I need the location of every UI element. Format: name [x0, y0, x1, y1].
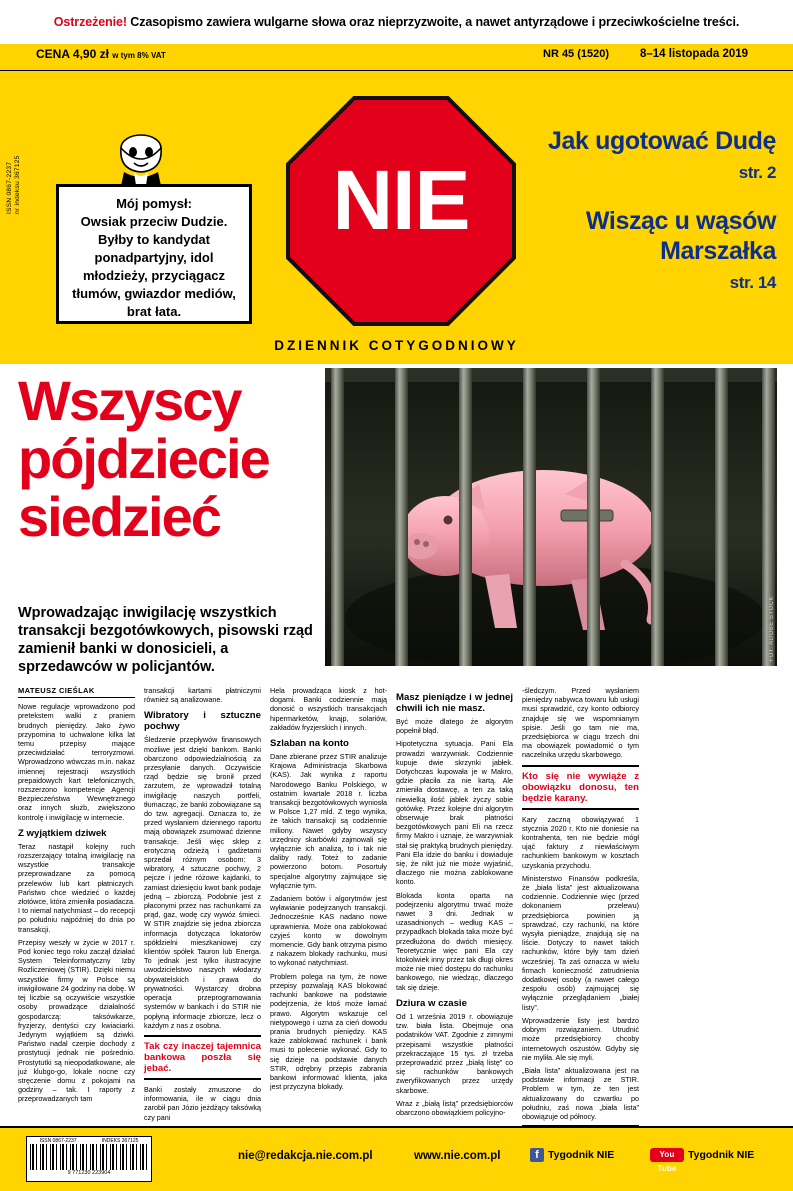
- barcode-digits: 9 771230 223904: [67, 1170, 111, 1176]
- paragraph: transakcji kartami płatniczymi również są analizowane.: [144, 686, 261, 705]
- teaser-1-headline: Jak ugotować Dudę: [548, 127, 776, 155]
- facebook-label: Tygodnik NIE: [548, 1149, 615, 1161]
- teaser-list: [540, 126, 776, 298]
- barcode-labels: [27, 1138, 151, 1144]
- paragraph: Wprowadzenie listy jest bardzo dobrym rozwiązaniem. Utrudnić może przedsiębiorcy chcoby internetowych oszustów. Gdyby się nie myliła. Ale się myli.: [522, 1015, 639, 1062]
- paragraph: Być może dlatego że algorytm popełnił błąd.: [396, 717, 513, 736]
- footer-website[interactable]: www.nie.com.pl: [414, 1150, 501, 1162]
- pull-quote: Tak czy inaczej tajemnica bankowa poszła się jebać.: [144, 1035, 261, 1080]
- teaser-2-page: str. 14: [729, 273, 776, 292]
- paragraph: „Biała lista” aktualizowana jest na podstawie informacji ze STIR. Problem w tym, że ten jest aktualizowany do czwartku po południu, zaś nowa „biała lista” obowiązuje od północy.: [522, 1065, 639, 1121]
- paragraph: Banki zostały zmuszone do informowania, ile w ciągu dnia zarobił pan Józio jeżdżący taksówką czy pani: [144, 1084, 261, 1122]
- hero-headline: Wszyscy pójdziecie siedzieć: [18, 369, 269, 548]
- teaser-item-2[interactable]: [540, 206, 776, 298]
- footer-youtube[interactable]: [650, 1148, 755, 1173]
- side-issn-text: ISSN 0867-2237: [6, 161, 13, 214]
- paragraph: Kary zaczną obowiązywać 1 stycznia 2020 r. Kto nie doniesie na kontrahenta, ten nie będzie mógł ująć faktury z niewłaściwym rachunkiem bankowym w kosztach uzyskania przychodu.: [522, 814, 639, 870]
- warning-prefix: Ostrzeżenie!: [53, 15, 127, 29]
- masthead: [0, 44, 793, 367]
- subhead: Wibratory i sztuczne pochwy: [144, 710, 261, 733]
- footer-bar: [0, 1126, 793, 1191]
- subhead: Z wyjątkiem dziwek: [18, 827, 107, 839]
- paragraph: Nowe regulacje wprowadzono pod pretekstem walki z praniem brudnych pieniędzy. Jako żywo przypomina to uchwalone kilka lat temu przepisy mające przeciwdziałać terroryzmowi. Wprowadzono wówczas m.in. nakaz imiennej rejestracji wszystkich prepaidowych kart telefonicznych, rozszerzono kompetencje Agencji Bezpieczeństwa Wewnętrznego oraz innych służb, zwiększono kontrolę i inwigilację w internecie.: [18, 702, 135, 822]
- paragraph: Dane zbierane przez STIR analizuje Krajowa Administracja Skarbowa (KAS). Jak wynika z raportu Narodowego Banku Polskiego, w ostatnim kwartale 2018 r. liczba transakcji bezgotówkowych wyniosła w Polsce 1,27 mld. Z tego wynika, że takich transakcji są codziennie miliony. Nawet gdyby wszyscy urzędnicy skarbówki zajmowali się wyłącznie ich analizą, to i tak nie daliby rady. Toteż to zadanie powierzono botom. Posortuły specjalne algorytmy zajmujące się wyłącznie tym.: [270, 752, 387, 890]
- logo-stop-sign: [286, 96, 516, 328]
- barcode-issn: ISSN 0867-2237: [39, 1138, 77, 1144]
- hero-section: [0, 364, 793, 680]
- price-vat: w tym 8% VAT: [112, 51, 166, 60]
- paragraph: Zadaniem botów i algorytmów jest wyławianie podejrzanych transakcji. Jednocześnie KAS nadano nowe uprawnienia. Może ona zablokować czyjeś konto w dowolnym momencie. Gdy bank otrzyma pismo z nakazem blokady rachunku, musi to wykonać natychmiast.: [270, 894, 387, 968]
- facebook-icon: f: [530, 1148, 544, 1162]
- paragraph: Hela prowadząca kiosk z hot-dogami. Banki codziennie mają donosić o wszystkich transakcjach hipermarketów, knajp, solariów, zakładów fryzjerskich i innych.: [270, 686, 387, 732]
- barcode-index: INDEKS 367125: [101, 1138, 139, 1144]
- quote-body: Owsiak przeciw Dudzie. Byłby to kandydat ponadpartyjny, idol młodzieży, przyciągacz tłumów, gwiazdor mediów, brat łata.: [72, 214, 236, 319]
- barcode-bars: [30, 1144, 148, 1170]
- warning-body: Czasopismo zawiera wulgarne słowa oraz nieprzyzwoite, a nawet antyrządowe i przeciwkościelne treści.: [126, 15, 740, 29]
- paragraph: Przepisy weszły w życie w 2017 r. Pod koniec tego roku zaczął działać System Teleinformatyczny Izby Rozliczeniowej (STIR). Dzięki niemu wszystkie firmy w Polsce są inwigilowane 24 godziny na dobę. W tej liczbie są oczywiście wszystkie osoby prowadzące działalność gospodarczą: taksówkarze, fryzjerzy, dentyści czy kwiaciarki. Jedynym wyjątkiem są dziwki. Państwo nadal czerpie dochody z prostytucji jednak nie pośrednio. Prostytutki są nieopodatkowane, ale już klubgo-go, lokale nocne czy stręczenie domu z pokojami na godziny – tak. I raporty z przeprowadzanych tam: [18, 937, 135, 1104]
- article-column-5: [522, 686, 639, 1126]
- byline: MATEUSZ CIEŚLAK: [18, 686, 135, 698]
- footer-email[interactable]: nie@redakcja.nie.com.pl: [238, 1150, 373, 1162]
- article-column-3: [270, 686, 387, 1126]
- tagline: DZIENNIK COTYGODNIOWY: [274, 338, 519, 353]
- warning-banner: [0, 0, 793, 46]
- paragraph: Od 1 września 2019 r. obowiązuje tzw. biała lista. Obejmuje ona podatników VAT. Zgodnie z zimnymi przepisami wszystkie płatności przekraczające 15 tys. zł trzeba przeprowadzić przez „białą listę” co się rachunków bankowych zweryfikowanych przez urzędy skarbowe.: [396, 1011, 513, 1095]
- editor-quote-box: [56, 184, 252, 324]
- photo-credit: FOT. ADOBE STOCK: [769, 596, 775, 662]
- paragraph: Ministerstwo Finansów podkreśla, że „biała lista” jest aktualizowana codziennie. Codziennie więc (przed dokonaniem przelewu) przedsiębiorca powinien ją sprawdzać, czy rachunki, na które wysyła pieniądze, znajdują się na liście. Dotyczy to nawet takich rachunków, które były tam dzień wcześniej. Ta zaś oznacza w wielu firmach konieczność zatrudnienia dodatkowej osoby (a nawet całego zespołu osób) zajmującej się wyłącznie przeglądaniem „białej listy”.: [522, 873, 639, 1012]
- logo-text: NIE: [332, 153, 470, 247]
- pull-quote: Kto się nie wywiąże z obowiązku donosu, ten będzie karany.: [522, 765, 639, 810]
- article-column-4: [396, 686, 513, 1126]
- youtube-icon: You Tube: [650, 1148, 684, 1162]
- subhead: Dziura w czasie: [396, 997, 467, 1009]
- subhead: Szlaban na konto: [270, 738, 349, 750]
- quote-title: Mój pomysł:: [116, 196, 192, 211]
- price-label: [36, 47, 166, 61]
- article-column-2: [144, 686, 261, 1126]
- footer-facebook[interactable]: [530, 1148, 614, 1162]
- issue-date: 8–14 listopada 2019: [640, 48, 749, 60]
- youtube-label: Tygodnik NIE: [688, 1149, 755, 1161]
- teaser-1-page: str. 2: [738, 163, 776, 182]
- barcode: [26, 1136, 152, 1182]
- article-column-1: [18, 686, 135, 1126]
- price-value: CENA 4,90 zł: [36, 47, 109, 61]
- side-index-text: nr indeksu 367125: [14, 155, 21, 214]
- article-columns: [18, 686, 775, 1126]
- paragraph: Wraz z „białą listą” przedsiębiorców obarczono obowiązkiem policyjno-: [396, 1098, 513, 1117]
- warning-text: [54, 15, 739, 29]
- paragraph: Hipotetyczna sytuacja. Pani Ela prowadzi warzywniak. Codziennie kupuje dwie skrzynki jabłek. Dotychczas kupowała je w Makro, gdzie płaciła za nie kartą. Ale zmieniła dostawcę, a ten za taką niewielką ilość jabłek życzy sobie gotówkę. Przez kolejne dni algorytm obserwuje brak płatności bezgotówkowych pani Eli na rzecz firmy Makro i uznaje, że warzywniak stał się praktyką brudnych pieniędzy. Pani Ela idzie do banku i dowiaduje się, że nikt już nie może wyjaśnić, dlaczego nie można zablokowane konto.: [396, 739, 513, 887]
- hero-lede: Wprowadzając inwigilację wszystkich transakcji bezgotówkowych, pisowski rząd zamienił banki w donosicieli, a sprzedawców w policjantów.: [18, 605, 313, 675]
- hero-photo: [325, 368, 777, 666]
- teaser-item-1[interactable]: [540, 126, 776, 188]
- paragraph: Śledzenie przepływów finansowych możliwe jest dzięki bankom. Banki obarczono odpowiedzialnością za przesyłanie danych. Oczywiście rząd będzie się bronił przed zarzutem, że wprowadził totalną inwigilację naszych portfeli, tłumacząc, że banki zobowiązane są do tzw. agregacji. Oznacza to, że przed wysłaniem dziennego raportu mają obowiązek zsumować dzienne transakcje. Jeśli więc sklep z erotyczną odzieżą i gadżetami sprzedał różnym osobom: 3 wibratory, 4 sztuczne pochwy, 2 pejcze i jedne różowe kajdanki, to zamiast dziesięciu kwot bank podaje jedną – zbiorczą. Podobnie jest z płaconymi przez nas rachunkami za prąd, gaz, wodę czy wywóz śmieci. W STIR znajdzie się jedna zbiorcza informacja dotycząca lokatorów spółdzielni mieszkaniowej czy klientów spółek Tauron lub Energa. To jednak jest tylko ilustracyjne uwodzicielstwo naszych włodarzy obywatelskich i prawa do prywatności. Wystarczy drobna operacja przeprogramowania systemów w bankach i do STIR nie popłyną informacje zbiorcze, lecz o każdym z nas z osobna.: [144, 735, 261, 1030]
- pull-quote: Masz pieniądze i w jednej chwili ich nie masz.: [396, 692, 513, 714]
- teaser-2-headline: Wisząc u wąsów Marszałka: [585, 207, 776, 265]
- paragraph: Teraz nastąpił kolejny ruch rozszerzający totalną inwigilację na wszystkie transakcje przeprowadzane za pomocą przelewów lub kart płatniczych. Państwo chce wiedzieć o każdej złotówce, która zmieniła posiadacza. I to niemal natychmiast – do recepcji po południu najpóźniej do dnia po transakcji.: [18, 841, 135, 934]
- paragraph: -śledczym. Przed wysłaniem pieniędzy nabywca towaru lub usługi musi sprawdzić, czy konto odbiorcy znajduje się we wspomnianym spisie. Jeśli go tam nie ma, przedsiębiorca w ciągu trzech dni ma obowiązek powiadomić o tym naczelnika urzędu skarbowego.: [522, 686, 639, 760]
- paragraph: Problem polega na tym, że nowe przepisy pozwalają KAS blokować rachunki bankowe na podstawie podejrzenia, że ktoś może łamać prawo. Algorytm wskazuje cel nietypowego i uzna za cień dowodu prania brudnych pieniędzy. KAS każe zablokować rachunek i bank musi to polecenie wykonać. Gdy to się dzieje na podstawie danych STIR, odrębny przepis zabrania bankowi informować klienta, jaka jest przyczyna blokady.: [270, 971, 387, 1092]
- paragraph: Blokada konta oparta na podejrzeniu algorytmu trwać może nawet 3 dni. Jednak w uzasadnionych – według KAS – przypadkach blokada taka może być przedłużona do dwóch miesięcy. Teoretycznie więc pani Ela czy ktokolwiek inny przez tak długi okres może nie mieć dostępu do rachunku bankowego, nie wiedząc, dlaczego tak się dzieje.: [396, 890, 513, 992]
- issue-number: NR 45 (1520): [543, 48, 610, 60]
